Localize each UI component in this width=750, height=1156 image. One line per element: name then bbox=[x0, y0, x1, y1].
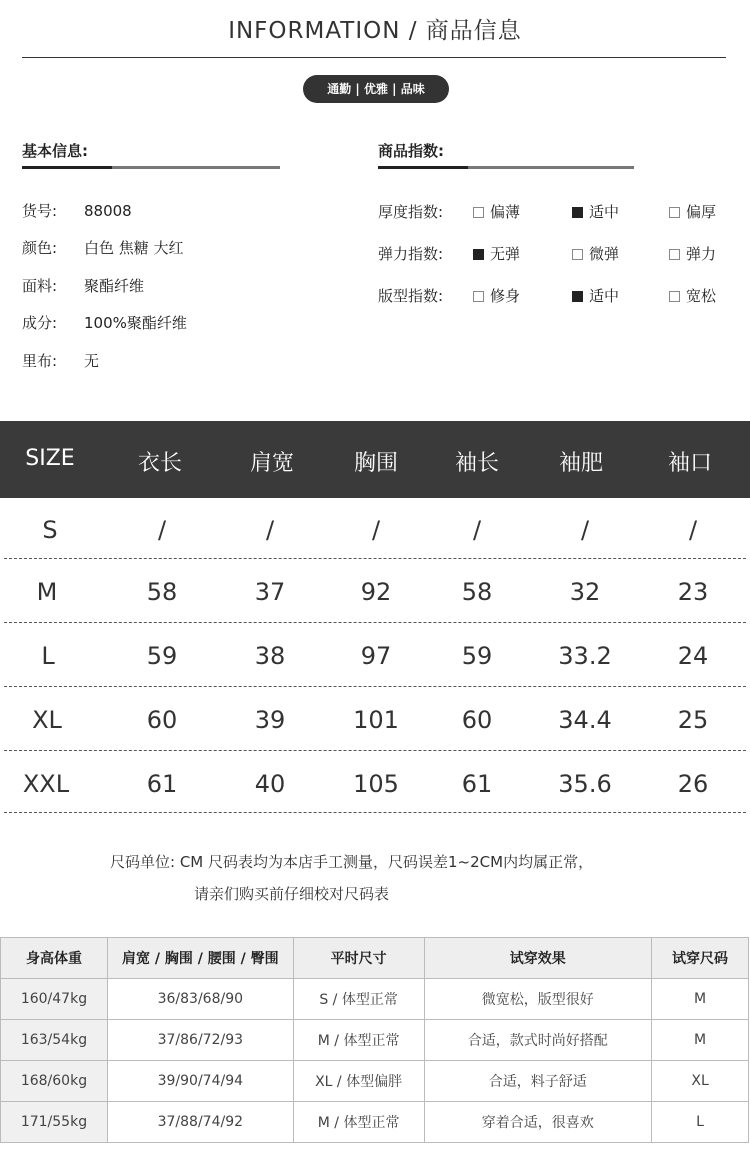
size-header-cell: 肩宽 bbox=[249, 451, 295, 476]
table-cell: 26 bbox=[677, 770, 709, 798]
table-cell: 身高体重 bbox=[1, 938, 108, 979]
index-option bbox=[669, 285, 716, 306]
info-text: 无 bbox=[84, 352, 100, 370]
index-option bbox=[669, 243, 716, 264]
table-cell: XL / 体型偏胖 bbox=[293, 1061, 424, 1102]
checkbox-icon bbox=[669, 291, 680, 302]
table-cell: 61 bbox=[461, 770, 493, 798]
table-cell: / bbox=[688, 516, 698, 544]
table-cell: 59 bbox=[461, 642, 493, 670]
product-index-heading: 商品指数: bbox=[378, 142, 444, 160]
checkbox-icon bbox=[669, 207, 680, 218]
table-cell: / bbox=[580, 516, 590, 544]
table-cell: / bbox=[265, 516, 275, 544]
table-cell: 合适，款式时尚好搭配 bbox=[424, 1020, 652, 1061]
table-cell: 160/47kg bbox=[1, 979, 108, 1020]
table-cell: / bbox=[472, 516, 482, 544]
size-header-cell: SIZE bbox=[25, 446, 75, 471]
index-option bbox=[473, 285, 520, 306]
table-cell: 101 bbox=[353, 706, 399, 734]
info-text: 修身 bbox=[490, 287, 521, 305]
size-row-xl bbox=[0, 690, 750, 754]
table-cell: 24 bbox=[677, 642, 709, 670]
size-header-cell: 袖口 bbox=[667, 451, 713, 476]
info-text: 聚酯纤维 bbox=[84, 277, 145, 295]
product-index-underline bbox=[378, 166, 634, 169]
table-cell: 试穿尺码 bbox=[652, 938, 749, 979]
table-cell: M / 体型正常 bbox=[293, 1020, 424, 1061]
info-text: 适中 bbox=[589, 287, 620, 305]
index-option bbox=[473, 201, 520, 222]
row-divider bbox=[4, 750, 746, 751]
page-title: INFORMATION / 商品信息 bbox=[228, 18, 522, 44]
tagline-badge: 通勤 | 优雅 | 品味 bbox=[303, 75, 449, 103]
info-text: 厚度指数: bbox=[378, 203, 444, 221]
info-text: 100%聚酯纤维 bbox=[84, 314, 187, 332]
table-cell: L bbox=[41, 642, 55, 670]
info-text: 无弹 bbox=[490, 245, 521, 263]
size-table-header bbox=[0, 421, 750, 498]
checkbox-icon bbox=[473, 249, 484, 260]
info-text: 面料: bbox=[22, 277, 58, 295]
size-row-m bbox=[0, 562, 750, 626]
info-row-item-no bbox=[22, 200, 132, 221]
table-cell: 38 bbox=[254, 642, 286, 670]
checkbox-icon bbox=[669, 249, 680, 260]
fit-reference-table bbox=[0, 937, 749, 1143]
table-cell: 39 bbox=[254, 706, 286, 734]
table-cell: 33.2 bbox=[558, 642, 612, 670]
table-cell: S bbox=[42, 516, 58, 544]
index-row-fit bbox=[378, 285, 738, 307]
table-cell: 肩宽 / 胸围 / 腰围 / 臀围 bbox=[107, 938, 293, 979]
info-row-fabric bbox=[22, 275, 144, 296]
size-header-cell: 袖长 bbox=[454, 451, 500, 476]
table-cell: 58 bbox=[461, 578, 493, 606]
table-cell: 平时尺寸 bbox=[293, 938, 424, 979]
title-divider bbox=[22, 57, 726, 58]
table-cell: M / 体型正常 bbox=[293, 1102, 424, 1143]
basic-info-heading: 基本信息: bbox=[22, 142, 88, 160]
table-cell: 40 bbox=[254, 770, 286, 798]
table-cell: M bbox=[36, 578, 58, 606]
table-row bbox=[1, 979, 749, 1020]
index-option bbox=[572, 201, 619, 222]
table-cell: 试穿效果 bbox=[424, 938, 652, 979]
basic-info-underline bbox=[22, 166, 280, 169]
size-header-cell: 袖肥 bbox=[558, 451, 604, 476]
checkbox-icon bbox=[473, 291, 484, 302]
info-text: 88008 bbox=[84, 202, 132, 220]
row-divider bbox=[4, 686, 746, 687]
info-text: 弹力 bbox=[686, 245, 717, 263]
info-text: 偏厚 bbox=[686, 203, 717, 221]
table-cell: / bbox=[157, 516, 167, 544]
table-cell: 37/88/74/92 bbox=[107, 1102, 293, 1143]
table-cell: XL bbox=[652, 1061, 749, 1102]
table-cell: 穿着合适，很喜欢 bbox=[424, 1102, 652, 1143]
row-divider bbox=[4, 812, 746, 813]
table-cell: 97 bbox=[360, 642, 392, 670]
table-cell: M bbox=[652, 1020, 749, 1061]
table-cell: 36/83/68/90 bbox=[107, 979, 293, 1020]
info-text: 弹力指数: bbox=[378, 245, 444, 263]
measurement-note-line1: 尺码单位: CM 尺码表均为本店手工测量，尺码误差1~2CM内均属正常， bbox=[110, 853, 594, 871]
table-cell: 92 bbox=[360, 578, 392, 606]
table-cell: 37 bbox=[254, 578, 286, 606]
table-cell: 61 bbox=[146, 770, 178, 798]
table-cell: 58 bbox=[146, 578, 178, 606]
table-cell: 微宽松，版型很好 bbox=[424, 979, 652, 1020]
measurement-note-line2: 请亲们购买前仔细校对尺码表 bbox=[194, 885, 390, 903]
checkbox-icon bbox=[473, 207, 484, 218]
table-cell: 168/60kg bbox=[1, 1061, 108, 1102]
info-text: 颜色: bbox=[22, 239, 58, 257]
info-text: 版型指数: bbox=[378, 287, 444, 305]
table-cell: 171/55kg bbox=[1, 1102, 108, 1143]
table-cell: XL bbox=[32, 706, 62, 734]
size-row-l bbox=[0, 626, 750, 690]
index-option bbox=[572, 243, 619, 264]
table-row bbox=[1, 1102, 749, 1143]
info-text: 成分: bbox=[22, 314, 58, 332]
table-cell: 60 bbox=[146, 706, 178, 734]
table-cell: 105 bbox=[353, 770, 399, 798]
info-row-color bbox=[22, 237, 184, 258]
table-cell: 23 bbox=[677, 578, 709, 606]
table-row bbox=[1, 1061, 749, 1102]
info-text: 白色 焦糖 大红 bbox=[84, 239, 184, 257]
table-cell: XXL bbox=[22, 770, 70, 798]
table-cell: 60 bbox=[461, 706, 493, 734]
table-cell: 34.4 bbox=[558, 706, 612, 734]
checkbox-icon bbox=[572, 291, 583, 302]
table-cell: L bbox=[652, 1102, 749, 1143]
info-text: 货号: bbox=[22, 202, 58, 220]
info-text: 微弹 bbox=[589, 245, 620, 263]
row-divider bbox=[4, 558, 746, 559]
index-option bbox=[473, 243, 520, 264]
table-cell: 32 bbox=[569, 578, 601, 606]
size-header-cell: 胸围 bbox=[353, 451, 399, 476]
table-cell: 163/54kg bbox=[1, 1020, 108, 1061]
index-row-elasticity bbox=[378, 243, 738, 265]
info-row-composition bbox=[22, 312, 187, 333]
table-cell: 39/90/74/94 bbox=[107, 1061, 293, 1102]
table-cell: 59 bbox=[146, 642, 178, 670]
info-text: 适中 bbox=[589, 203, 620, 221]
index-row-thickness bbox=[378, 201, 738, 223]
size-row-xxl bbox=[0, 754, 750, 818]
table-row bbox=[1, 1020, 749, 1061]
info-row-lining bbox=[22, 350, 99, 371]
index-option bbox=[669, 201, 716, 222]
index-option bbox=[572, 285, 619, 306]
table-cell: 25 bbox=[677, 706, 709, 734]
size-header-cell: 衣长 bbox=[137, 451, 183, 476]
table-cell: 37/86/72/93 bbox=[107, 1020, 293, 1061]
info-text: 里布: bbox=[22, 352, 58, 370]
checkbox-icon bbox=[572, 207, 583, 218]
info-text: 偏薄 bbox=[490, 203, 521, 221]
size-row-s bbox=[0, 500, 750, 564]
checkbox-icon bbox=[572, 249, 583, 260]
table-cell: / bbox=[371, 516, 381, 544]
row-divider bbox=[4, 622, 746, 623]
table-cell: M bbox=[652, 979, 749, 1020]
table-cell: 合适，料子舒适 bbox=[424, 1061, 652, 1102]
table-cell: S / 体型正常 bbox=[293, 979, 424, 1020]
fit-table-header bbox=[1, 938, 749, 979]
info-text: 宽松 bbox=[686, 287, 717, 305]
table-cell: 35.6 bbox=[558, 770, 612, 798]
